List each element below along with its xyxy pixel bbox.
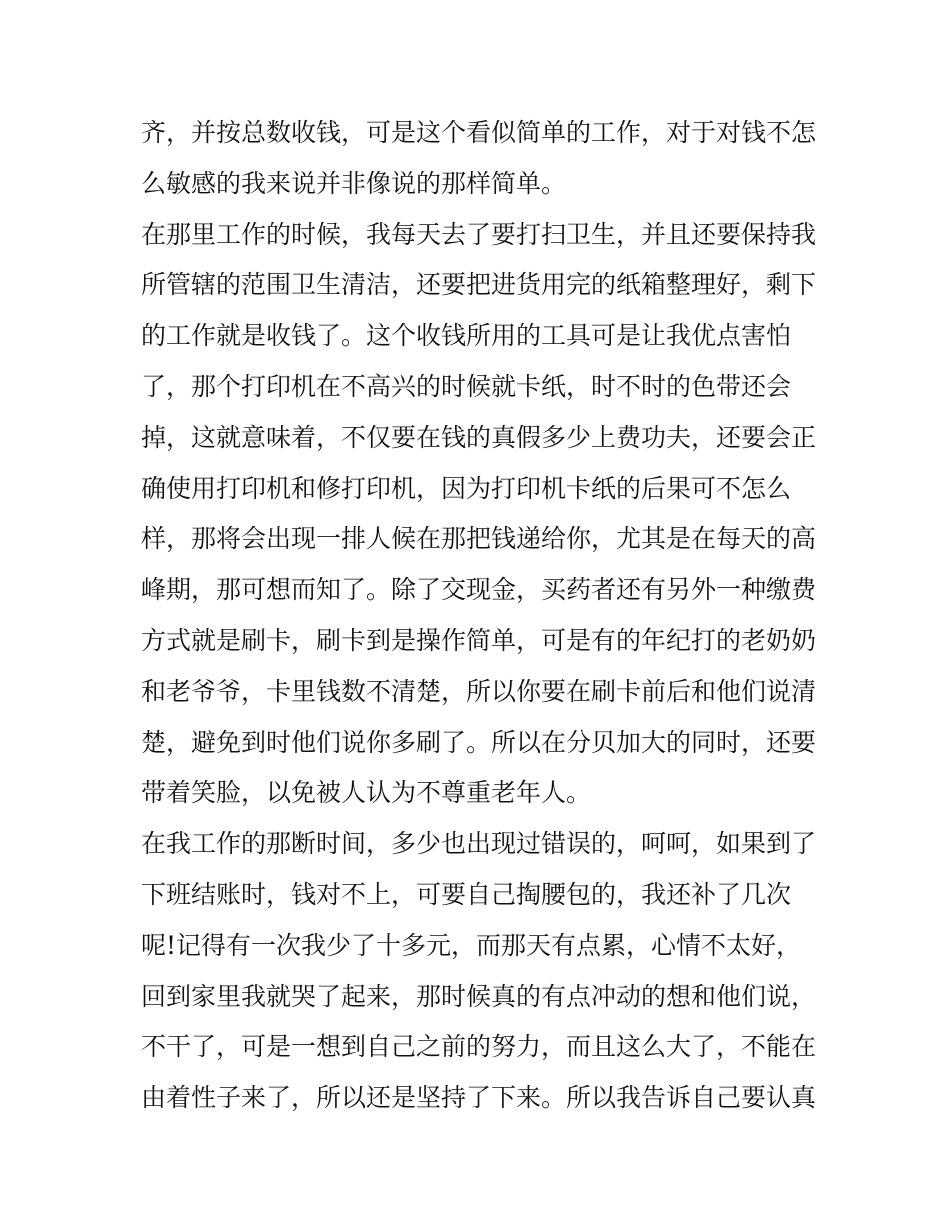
- text-line: 在那里工作的时候，我每天去了要打扫卫生，并且还要保持我: [141, 219, 817, 249]
- text-line: 由着性子来了，所以还是坚持了下来。所以我告诉自己要认真: [141, 1083, 817, 1113]
- text-line: 在我工作的那断时间，多少也出现过错误的，呵呵，如果到了: [141, 829, 817, 859]
- text-line: 带着笑脸，以免被人认为不尊重老年人。: [141, 778, 592, 808]
- text-line: 呢!记得有一次我少了十多元，而那天有点累，心情不太好，: [141, 930, 802, 960]
- text-line: 样，那将会出现一排人候在那把钱递给你，尤其是在每天的高: [141, 524, 817, 554]
- text-line: 峰期，那可想而知了。除了交现金，买药者还有另外一种缴费: [141, 575, 817, 605]
- body-text: [141, 108, 821, 1124]
- text-line: 方式就是刷卡，刷卡到是操作简单，可是有的年纪打的老奶奶: [141, 625, 817, 655]
- text-line: 确使用打印机和修打印机，因为打印机卡纸的后果可不怎么: [141, 473, 792, 503]
- text-line: 回到家里我就哭了起来，那时候真的有点冲动的想和他们说，: [141, 981, 817, 1011]
- text-line: 么敏感的我来说并非像说的那样简单。: [141, 168, 567, 198]
- text-line: 的工作就是收钱了。这个收钱所用的工具可是让我优点害怕: [141, 321, 792, 351]
- text-line: 掉，这就意味着，不仅要在钱的真假多少上费功夫，还要会正: [141, 422, 817, 452]
- text-line: 和老爷爷，卡里钱数不清楚，所以你要在刷卡前后和他们说清: [141, 676, 817, 706]
- text-line: 下班结账时，钱对不上，可要自己掏腰包的，我还补了几次: [141, 879, 792, 909]
- text-line: 不干了，可是一想到自己之前的努力，而且这么大了，不能在: [141, 1032, 817, 1062]
- text-line: 楚，避免到时他们说你多刷了。所以在分贝加大的同时，还要: [141, 727, 817, 757]
- text-line: 齐，并按总数收钱，可是这个看似简单的工作，对于对钱不怎: [141, 118, 817, 147]
- text-line: 了，那个打印机在不高兴的时候就卡纸，时不时的色带还会: [141, 371, 792, 401]
- text-line: 所管辖的范围卫生清洁，还要把进货用完的纸箱整理好，剩下: [141, 270, 817, 300]
